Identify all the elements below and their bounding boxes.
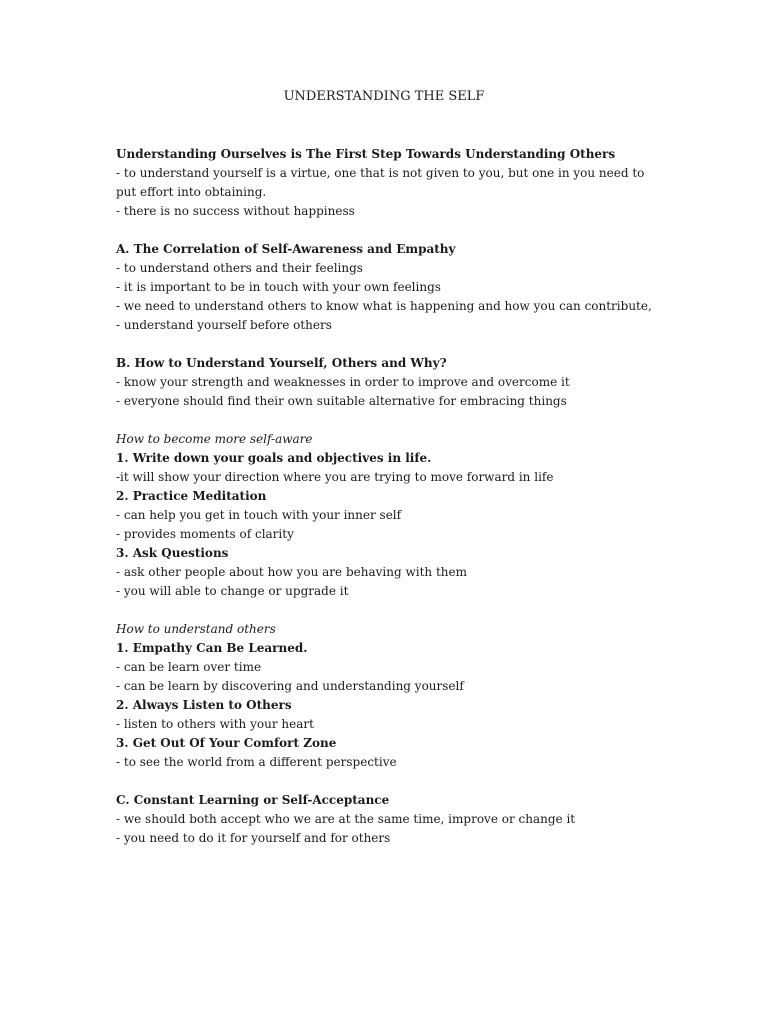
self-aware-item-1-line-1: -it will show your direction where you are trying to move forward in life [116,470,554,484]
self-aware-item-3-line-2: - you will able to change or upgrade it [116,584,349,598]
section-a-heading: A. The Correlation of Self-Awareness and Empathy [116,242,456,256]
spacer [116,772,646,791]
intro-line-2: - there is no success without happiness [116,204,355,218]
section-c-heading: C. Constant Learning or Self-Acceptance [116,793,390,807]
understand-others-item-2-heading: 2. Always Listen to Others [116,698,292,712]
document-title: UNDERSTANDING THE SELF [283,89,485,104]
understand-others-item-1-line-1: - can be learn over time [116,660,262,674]
self-aware-subtitle: How to become more self-aware [116,432,313,446]
self-aware-item-2-heading: 2. Practice Meditation [116,489,267,503]
understand-others-item-2-line-1: - listen to others with your heart [116,717,314,731]
section-a-line-4: - understand yourself before others [116,318,332,332]
section-b-heading: B. How to Understand Yourself, Others and Why? [116,356,447,370]
section-c-line-1: - we should both accept who we are at the same time, improve or change it [116,812,576,826]
understand-others-item-1-line-2: - can be learn by discovering and understanding yourself [116,679,464,693]
document-body [116,145,652,848]
understand-others-item-3-line-1: - to see the world from a different perspective [116,755,397,769]
spacer [116,601,646,620]
section-b-line-1: - know your strength and weaknesses in order to improve and overcome it [116,375,570,389]
intro-line-1: - to understand yourself is a virtue, one that is not given to you, but one in you need to put effort into obtaining. [116,166,645,199]
section-b-line-2: - everyone should find their own suitable alternative for embracing things [116,394,567,408]
section-a-line-3: - we need to understand others to know what is happening and how you can contribute, [116,299,652,313]
self-aware-item-2-line-1: - can help you get in touch with your inner self [116,508,402,522]
spacer [116,221,646,240]
understand-others-item-3-heading: 3. Get Out Of Your Comfort Zone [116,736,337,750]
section-a-line-1: - to understand others and their feelings [116,261,363,275]
spacer [116,411,646,430]
understand-others-subtitle: How to understand others [116,622,276,636]
self-aware-item-2-line-2: - provides moments of clarity [116,527,294,541]
self-aware-item-3-line-1: - ask other people about how you are behaving with them [116,565,467,579]
intro-heading: Understanding Ourselves is The First Step Towards Understanding Others [116,147,616,161]
self-aware-item-3-heading: 3. Ask Questions [116,546,229,560]
section-c-line-2: - you need to do it for yourself and for others [116,831,391,845]
section-a-line-2: - it is important to be in touch with your own feelings [116,280,441,294]
self-aware-item-1-heading: 1. Write down your goals and objectives in life. [116,451,432,465]
understand-others-item-1-heading: 1. Empathy Can Be Learned. [116,641,308,655]
spacer [116,335,646,354]
